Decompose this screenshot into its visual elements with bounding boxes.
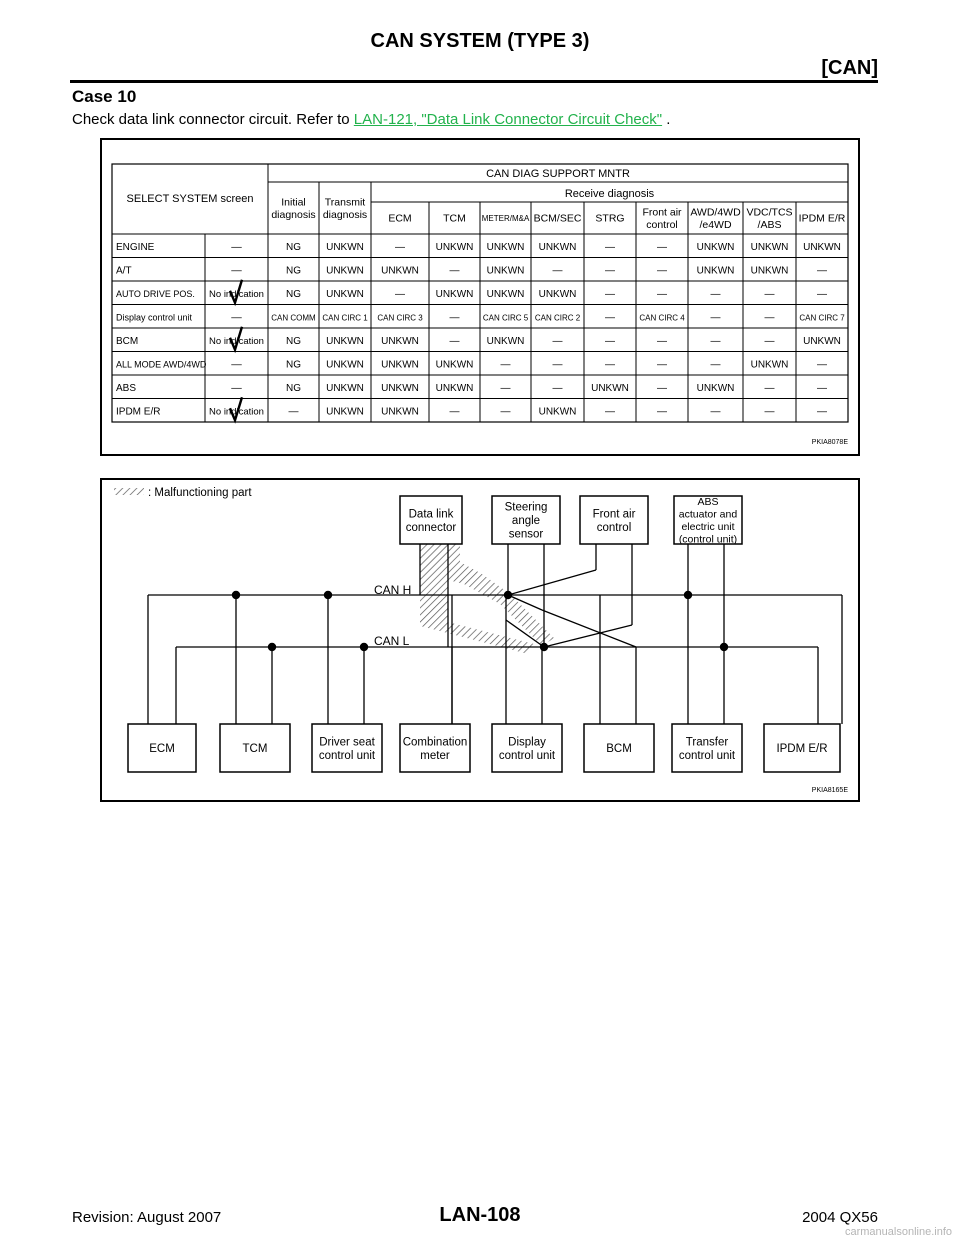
table-cell: CAN CIRC 3 (377, 313, 423, 323)
row-system-name: ALL MODE AWD/4WD (116, 359, 207, 370)
table-cell: — (764, 406, 775, 418)
reference-link[interactable]: LAN-121, "Data Link Connector Circuit Check" (353, 111, 663, 128)
can-h-label: CAN H (374, 583, 412, 597)
table-cell: UNKWN (803, 335, 841, 347)
table-cell: CAN CIRC 2 (534, 313, 581, 323)
table-cell: UNKWN (326, 288, 364, 300)
bottom-unit-label: Display (508, 736, 546, 749)
section-tag: [CAN] (821, 57, 878, 79)
table-cell: — (710, 359, 721, 371)
select-system-header: SELECT SYSTEM screen (126, 193, 254, 205)
table-cell: UNKWN (591, 382, 629, 394)
bottom-unit-label: control unit (678, 749, 736, 762)
table-cell: UNKWN (326, 406, 364, 418)
column-header: TCM (443, 212, 466, 225)
legend-label: : Malfunctioning part (148, 487, 252, 499)
top-unit-label: ABS (697, 495, 719, 508)
junction-dot (324, 591, 332, 599)
table-cell: UNKWN (435, 382, 474, 394)
table-cell: — (605, 312, 615, 324)
column-header: control (646, 218, 678, 231)
table-cell: — (552, 359, 563, 371)
table-cell: UNKWN (381, 265, 419, 277)
table-cell: — (817, 359, 827, 371)
table-cell: NG (286, 265, 301, 277)
can-l-label: CAN L (374, 634, 410, 648)
table-cell: UNKWN (326, 241, 364, 253)
table-cell: NG (286, 288, 301, 300)
table-cell: — (395, 288, 405, 300)
figure-code: PKIA8165E (811, 787, 848, 794)
column-header: /e4WD (699, 218, 732, 231)
table-cell: — (817, 382, 827, 394)
top-unit-label: control (596, 521, 632, 534)
top-unit-label: Data link (408, 508, 454, 521)
table-cell: — (288, 406, 299, 418)
row-select-value: No indication (209, 335, 264, 347)
column-header: METER/M&A (481, 213, 530, 223)
table-cell: — (500, 406, 511, 418)
column-header: STRG (595, 212, 625, 225)
row-select-value: — (231, 311, 242, 324)
table-cell: — (657, 359, 667, 371)
table-cell: — (764, 288, 775, 300)
page-number: LAN-108 (439, 1204, 521, 1226)
top-unit-label: electric unit (681, 520, 735, 533)
table-cell: — (605, 241, 615, 253)
figure-code: PKIA8078E (811, 439, 848, 446)
row-system-name: ABS (116, 382, 137, 394)
table-cell: — (710, 406, 721, 418)
top-unit-label: connector (405, 521, 457, 534)
table-cell: UNKWN (326, 265, 364, 277)
table-cell: CAN CIRC 4 (639, 313, 685, 323)
table-cell: — (657, 241, 667, 253)
instruction-suffix: . (662, 111, 671, 128)
revision-date: Revision: August 2007 (72, 1209, 222, 1226)
table-cell: — (710, 335, 721, 347)
table-cell: — (552, 335, 563, 347)
table-cell: UNKWN (538, 241, 577, 253)
row-system-name: IPDM E/R (116, 406, 161, 418)
table-cell: — (817, 265, 827, 277)
can-diag-header: CAN DIAG SUPPORT MNTR (486, 168, 630, 180)
row-system-name: A/T (116, 265, 132, 277)
table-cell: UNKWN (538, 288, 577, 300)
table-cell: — (449, 265, 460, 277)
table-cell: UNKWN (750, 359, 789, 371)
table-cell: UNKWN (538, 406, 577, 418)
table-cell: UNKWN (381, 359, 419, 371)
table-cell: — (449, 312, 460, 324)
table-cell: UNKWN (486, 288, 525, 300)
junction-dot (684, 591, 692, 599)
table-cell: — (657, 335, 667, 347)
table-cell: UNKWN (435, 288, 474, 300)
row-select-value: — (231, 240, 242, 253)
table-cell: UNKWN (326, 335, 364, 347)
table-cell: — (764, 335, 775, 347)
vehicle-model: 2004 QX56 (802, 1209, 878, 1226)
table-cell: UNKWN (326, 359, 364, 371)
junction-dot (268, 643, 276, 651)
table-cell: — (552, 382, 563, 394)
table-cell: — (449, 335, 460, 347)
table-cell: NG (286, 241, 301, 253)
table-cell: — (500, 359, 511, 371)
row-select-value: No indication (209, 288, 264, 300)
column-header: IPDM E/R (798, 212, 846, 225)
row-system-name: AUTO DRIVE POS. (116, 288, 195, 299)
column-header: /ABS (757, 218, 782, 231)
row-select-value: — (231, 264, 242, 277)
can-circuit-diagram-figure (100, 478, 860, 802)
table-cell: — (657, 265, 667, 277)
table-cell: — (395, 241, 405, 253)
instruction-prefix: Check data link connector circuit. Refer to (72, 111, 354, 128)
bottom-unit-label: Combination (402, 736, 468, 749)
table-cell: — (657, 406, 667, 418)
table-cell: UNKWN (486, 335, 525, 347)
table-cell: UNKWN (435, 241, 474, 253)
table-cell: UNKWN (750, 265, 789, 277)
bottom-unit-label: meter (420, 749, 450, 762)
table-cell: UNKWN (381, 406, 419, 418)
bottom-unit-label: BCM (606, 743, 632, 756)
legend-hatch (114, 488, 144, 495)
case-instruction (72, 111, 670, 128)
column-header: AWD/4WD (690, 206, 741, 219)
table-cell: NG (286, 335, 301, 347)
row-system-name: ENGINE (116, 241, 155, 253)
table-cell: — (710, 312, 721, 324)
table-cell: CAN COMM (271, 313, 316, 323)
receive-diagnosis-header: Receive diagnosis (564, 188, 655, 200)
table-cell: — (552, 265, 563, 277)
table-cell: UNKWN (696, 265, 735, 277)
column-header: diagnosis (271, 208, 316, 221)
top-unit-label: actuator and (678, 508, 738, 521)
table-cell: — (605, 335, 615, 347)
junction-dot (232, 591, 240, 599)
bottom-unit-label: TCM (242, 743, 268, 756)
bottom-unit-label: Driver seat (319, 736, 375, 749)
table-cell: NG (286, 359, 301, 371)
table-cell: — (657, 288, 667, 300)
table-cell: UNKWN (326, 382, 364, 394)
table-cell: NG (286, 382, 301, 394)
top-unit-label: sensor (508, 528, 544, 541)
table-cell: — (710, 288, 721, 300)
table-cell: — (605, 265, 615, 277)
table-cell: UNKWN (696, 382, 735, 394)
bottom-unit-label: IPDM E/R (776, 743, 828, 756)
case-heading: Case 10 (72, 87, 137, 106)
bottom-unit-label: Transfer (685, 736, 729, 749)
top-unit-label: (control unit) (678, 533, 738, 546)
junction-dot (720, 643, 728, 651)
junction-dot (504, 591, 512, 599)
malfunction-hatch (420, 540, 554, 654)
table-cell: — (657, 382, 667, 394)
column-header: Front air (642, 206, 682, 219)
table-cell: — (817, 406, 827, 418)
can-diag-table (102, 140, 858, 454)
header-divider (70, 80, 878, 83)
table-cell: CAN CIRC 1 (322, 313, 368, 323)
row-select-value: — (231, 358, 242, 371)
cross-wire (542, 610, 636, 647)
table-cell: — (500, 382, 511, 394)
top-unit-label: Front air (592, 508, 636, 521)
table-cell: — (764, 382, 775, 394)
row-select-value: — (231, 381, 242, 394)
bottom-unit-label: control unit (318, 749, 376, 762)
table-cell: — (605, 288, 615, 300)
table-cell: CAN CIRC 7 (799, 313, 845, 323)
table-cell: — (449, 406, 460, 418)
column-header: VDC/TCS (746, 206, 793, 219)
column-header: Initial (281, 196, 306, 209)
top-unit-label: Steering (504, 501, 548, 514)
table-cell: — (605, 406, 615, 418)
page-title: CAN SYSTEM (TYPE 3) (370, 30, 590, 52)
table-cell: UNKWN (435, 359, 474, 371)
can-circuit-diagram (102, 480, 858, 800)
table-cell: UNKWN (750, 241, 789, 253)
watermark: carmanualsonline.info (844, 1226, 952, 1238)
column-header: Transmit (324, 196, 366, 209)
row-system-name: BCM (116, 335, 139, 347)
row-select-value: No indication (209, 406, 264, 418)
table-cell: UNKWN (696, 241, 735, 253)
unit-wire-h (508, 570, 596, 595)
table-cell: — (764, 312, 775, 324)
table-cell: — (605, 359, 615, 371)
table-cell: UNKWN (381, 335, 419, 347)
column-header: BCM/SEC (533, 212, 582, 225)
column-header: diagnosis (322, 208, 368, 221)
bottom-unit-label: control unit (498, 749, 556, 762)
junction-dot (360, 643, 368, 651)
junction-dot (540, 643, 548, 651)
table-cell: UNKWN (803, 241, 841, 253)
table-cell: CAN CIRC 5 (482, 313, 529, 323)
table-cell: UNKWN (486, 265, 525, 277)
table-cell: UNKWN (381, 382, 419, 394)
bottom-unit-label: ECM (149, 743, 175, 756)
row-system-name: Display control unit (116, 312, 193, 323)
can-diag-table-figure (100, 138, 860, 456)
column-header: ECM (388, 212, 412, 225)
table-cell: UNKWN (486, 241, 525, 253)
table-cell: — (817, 288, 827, 300)
top-unit-label: angle (511, 515, 541, 528)
